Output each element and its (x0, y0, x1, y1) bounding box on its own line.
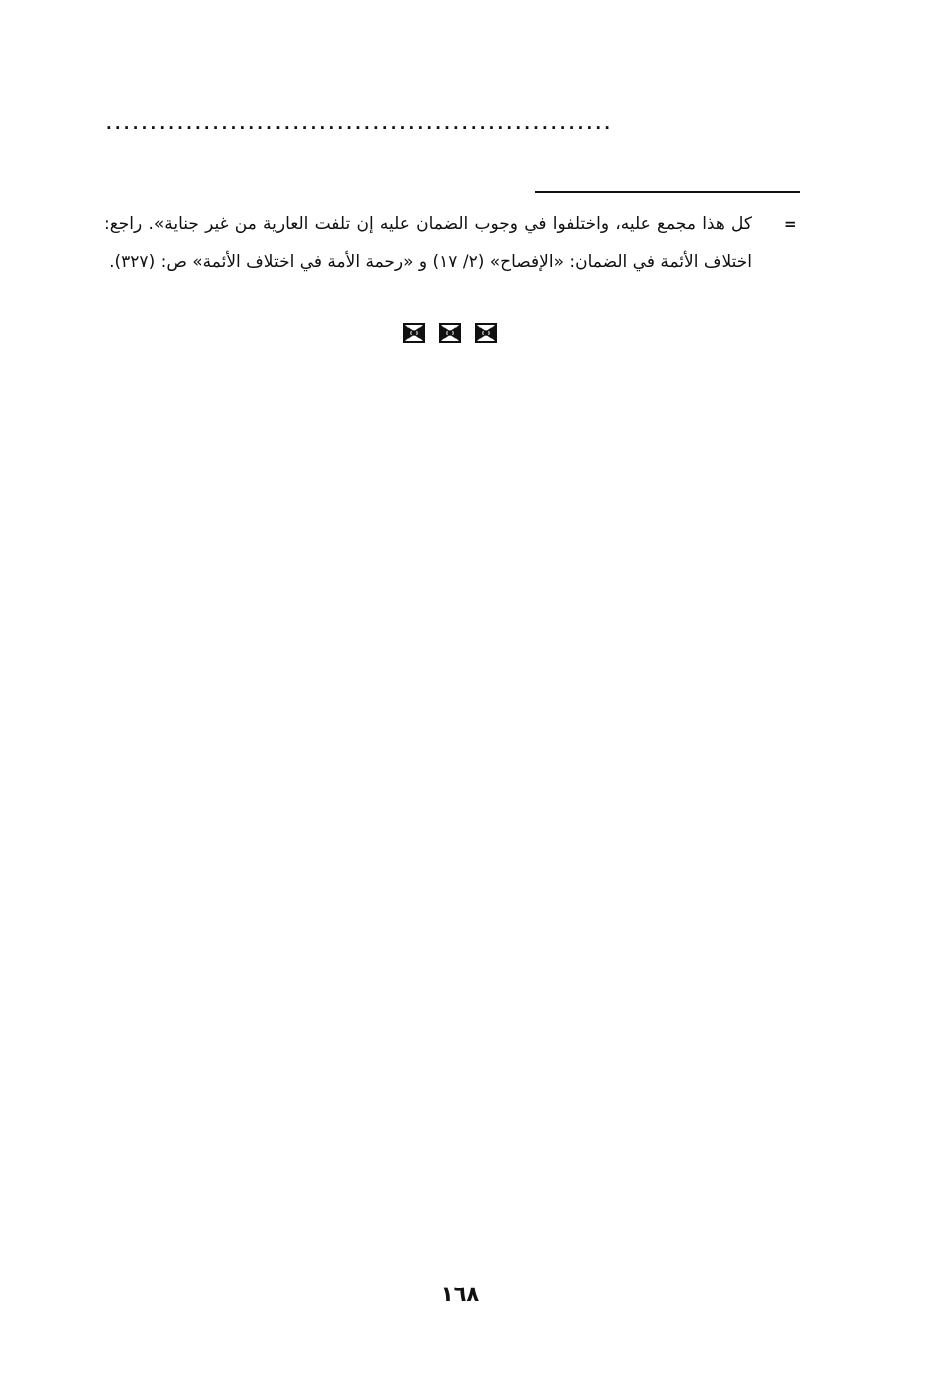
footnote-paragraph: كل هذا مجمع عليه، واختلفوا في وجوب الضمان عليه إن تلفت العارية من غير جناية». راجع: اختلاف الأئمة في الضمان: «الإفصاح» (٢/ ١٧) و «رحمة الأمة في اختلاف الأئمة» ص: (٣٢٧). (104, 214, 752, 272)
ornament-icon (474, 322, 498, 344)
dotted-separator: ......................................................... (106, 118, 614, 130)
ornament-icon (402, 322, 426, 344)
section-end-ornament (402, 322, 498, 344)
footnote-rule (535, 191, 800, 193)
page-number: ١٦٨ (440, 1282, 480, 1306)
footnote-continuation-mark: = (784, 215, 797, 233)
footnote-body (104, 205, 752, 281)
ornament-icon (438, 322, 462, 344)
